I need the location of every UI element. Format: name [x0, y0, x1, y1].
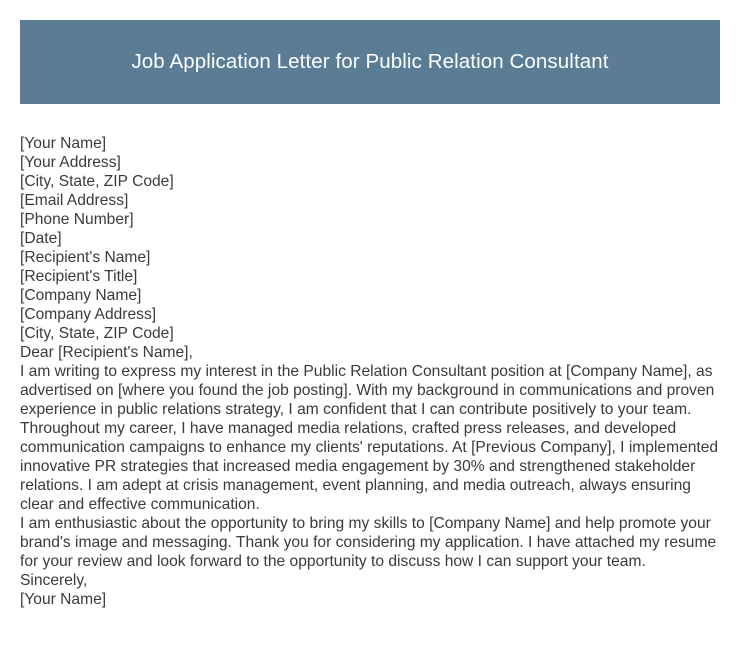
body-paragraph-3: I am enthusiastic about the opportunity to bring my skills to [Company Name] and help promote your brand's image and messaging. Thank you for considering my application. I have attached my resume for your review and look forward to the opportunity to discuss how I can support your team.	[20, 515, 717, 570]
recipient-company-address: [Company Address]	[20, 306, 157, 323]
letter-header-banner	[20, 20, 720, 104]
salutation: Dear [Recipient's Name],	[20, 344, 193, 361]
letter-body	[20, 134, 724, 609]
signature-name: [Your Name]	[20, 591, 107, 608]
recipient-company: [Company Name]	[20, 287, 142, 304]
recipient-title: [Recipient's Title]	[20, 268, 138, 285]
recipient-name: [Recipient's Name]	[20, 249, 151, 266]
body-paragraph-1: I am writing to express my interest in the Public Relation Consultant position at [Company Name], as advertised on [where you found the job posting]. With my background in communications and proven experience in public relations strategy, I am confident that I can contribute positively to your team.	[20, 363, 715, 418]
sender-city-state-zip: [City, State, ZIP Code]	[20, 173, 174, 190]
sender-name: [Your Name]	[20, 135, 107, 152]
body-paragraph-2: Throughout my career, I have managed media relations, crafted press releases, and developed communication campaigns to enhance my clients' reputations. At [Previous Company], I implemented innovative PR strategies that increased media engagement by 30% and strengthened stakeholder relations. I am adept at crisis management, event planning, and media outreach, always ensuring clear and effective communication.	[20, 420, 719, 513]
page-title: Job Application Letter for Public Relation Consultant	[131, 50, 609, 73]
sender-address: [Your Address]	[20, 154, 121, 171]
recipient-city-state-zip: [City, State, ZIP Code]	[20, 325, 174, 342]
letter-date: [Date]	[20, 230, 62, 247]
sender-email: [Email Address]	[20, 192, 129, 209]
sender-phone: [Phone Number]	[20, 211, 134, 228]
closing: Sincerely,	[20, 572, 88, 589]
